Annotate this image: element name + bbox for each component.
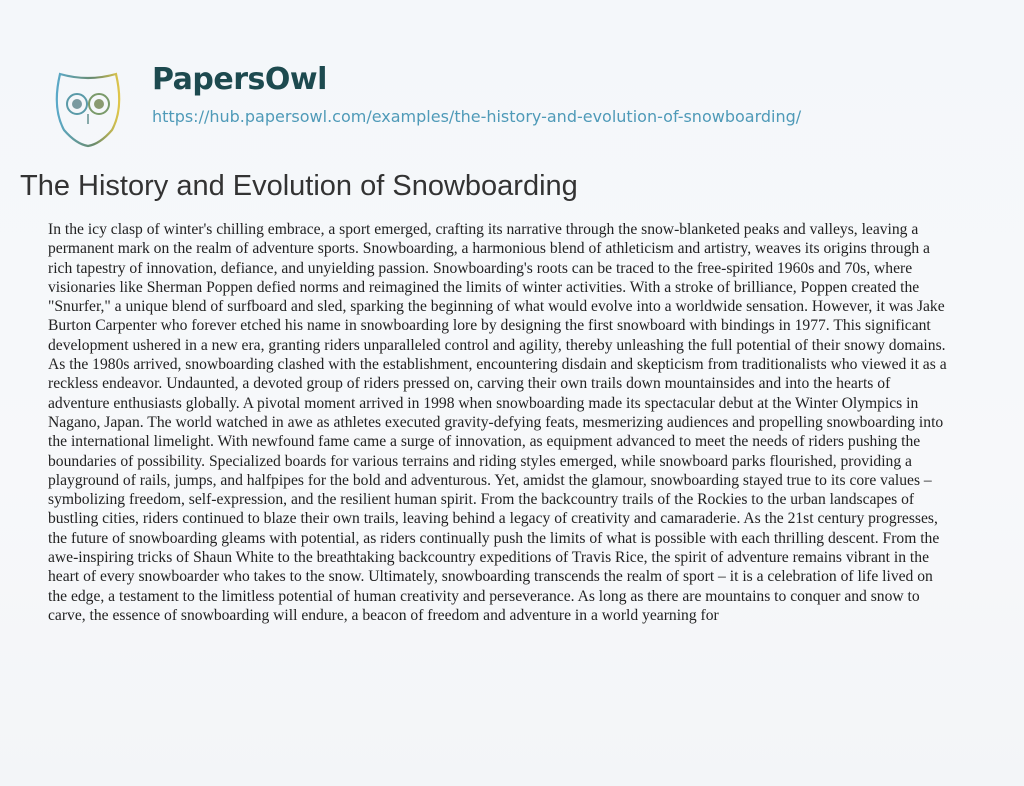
text-line: awe-inspiring tricks of Shaun White to the breathtaking backcountry expeditions of Travis Rice, the spirit of adventure remains vibrant in the xyxy=(48,549,929,567)
text-line: the international limelight. With newfound fame came a surge of innovation, as equipment advanced to meet the needs of riders pushing the xyxy=(48,433,921,451)
text-line: Burton Carpenter who forever etched his name in snowboarding lore by designing the first snowboard with bindings in 1977. This significant xyxy=(48,317,931,335)
text-line: adventure enthusiasts globally. A pivotal moment arrived in 1998 when snowboarding made its spectacular debut at the Winter Olympics in xyxy=(48,394,919,412)
source-url-link[interactable]: https://hub.papersowl.com/examples/the-history-and-evolution-of-snowboarding/ xyxy=(152,107,802,126)
text-line: bustling cities, riders continued to blaze their own trails, leaving behind a legacy of creativity and camaraderie. As the 21st century progresses, xyxy=(48,510,938,528)
text-line: "Snurfer," a unique blend of surfboard and sled, sparking the beginning of what would evolve into a worldwide sensation. However, it was Jake xyxy=(48,298,945,316)
text-line: the future of snowboarding gleams with potential, as riders continually push the limits of what is possible with each thrilling descent. From the xyxy=(48,529,940,547)
text-line: In the icy clasp of winter's chilling embrace, a sport emerged, crafting its narrative through the snow-blanketed peaks and valleys, leaving a xyxy=(48,221,919,238)
text-line: Nagano, Japan. The world watched in awe as athletes executed gravity-defying feats, mesmerizing audiences and propelling snowboarding into xyxy=(48,413,944,431)
text-line: symbolizing freedom, self-expression, and the resilient human spirit. From the backcountry trails of the Rockies to the urban landscapes of xyxy=(48,491,915,509)
text-line: permanent mark on the realm of adventure sports. Snowboarding, a harmonious blend of athleticism and artistry, weaves its origins through a xyxy=(48,240,930,258)
text-line: rich tapestry of innovation, defiance, and unyielding passion. Snowboarding's roots can be traced to the free-spirited 1960s and 70s, where xyxy=(48,259,913,277)
page-title: The History and Evolution of Snowboarding xyxy=(20,170,578,202)
article-body xyxy=(48,220,1008,625)
text-line: carve, the essence of snowboarding will endure, a beacon of freedom and adventure in a world yearning for xyxy=(48,606,719,624)
text-line: visionaries like Sherman Poppen defied norms and reimagined the limits of winter activities. With a stroke of brilliance, Poppen created the xyxy=(48,278,920,296)
text-line: the edge, a testament to the limitless potential of human creativity and perseverance. As long as there are mountains to conquer and snow to xyxy=(48,587,920,605)
text-line: heart of every snowboarder who takes to the snow. Ultimately, snowboarding transcends the realm of sport – it is a celebration of life lived on xyxy=(48,568,933,586)
text-line: development ushered in a new era, granting riders unparalleled control and agility, thereby unleashing the full potential of their snowy domains. xyxy=(48,336,946,354)
owl-logo-icon xyxy=(52,68,124,148)
text-line: playground of rails, jumps, and halfpipes for the bold and adventurous. Yet, amidst the glamour, snowboarding stayed true to its core values – xyxy=(48,471,932,489)
brand-name: PapersOwl xyxy=(152,62,327,97)
text-line: reckless endeavor. Undaunted, a devoted group of riders pressed on, carving their own trails down mountainsides and into the hearts of xyxy=(48,375,891,393)
text-line: As the 1980s arrived, snowboarding clashed with the establishment, encountering disdain and skepticism from traditionalists who viewed it as a xyxy=(48,356,947,374)
text-line: boundaries of possibility. Specialized boards for various terrains and riding styles emerged, while snowboard parks flourished, providing a xyxy=(48,452,912,470)
